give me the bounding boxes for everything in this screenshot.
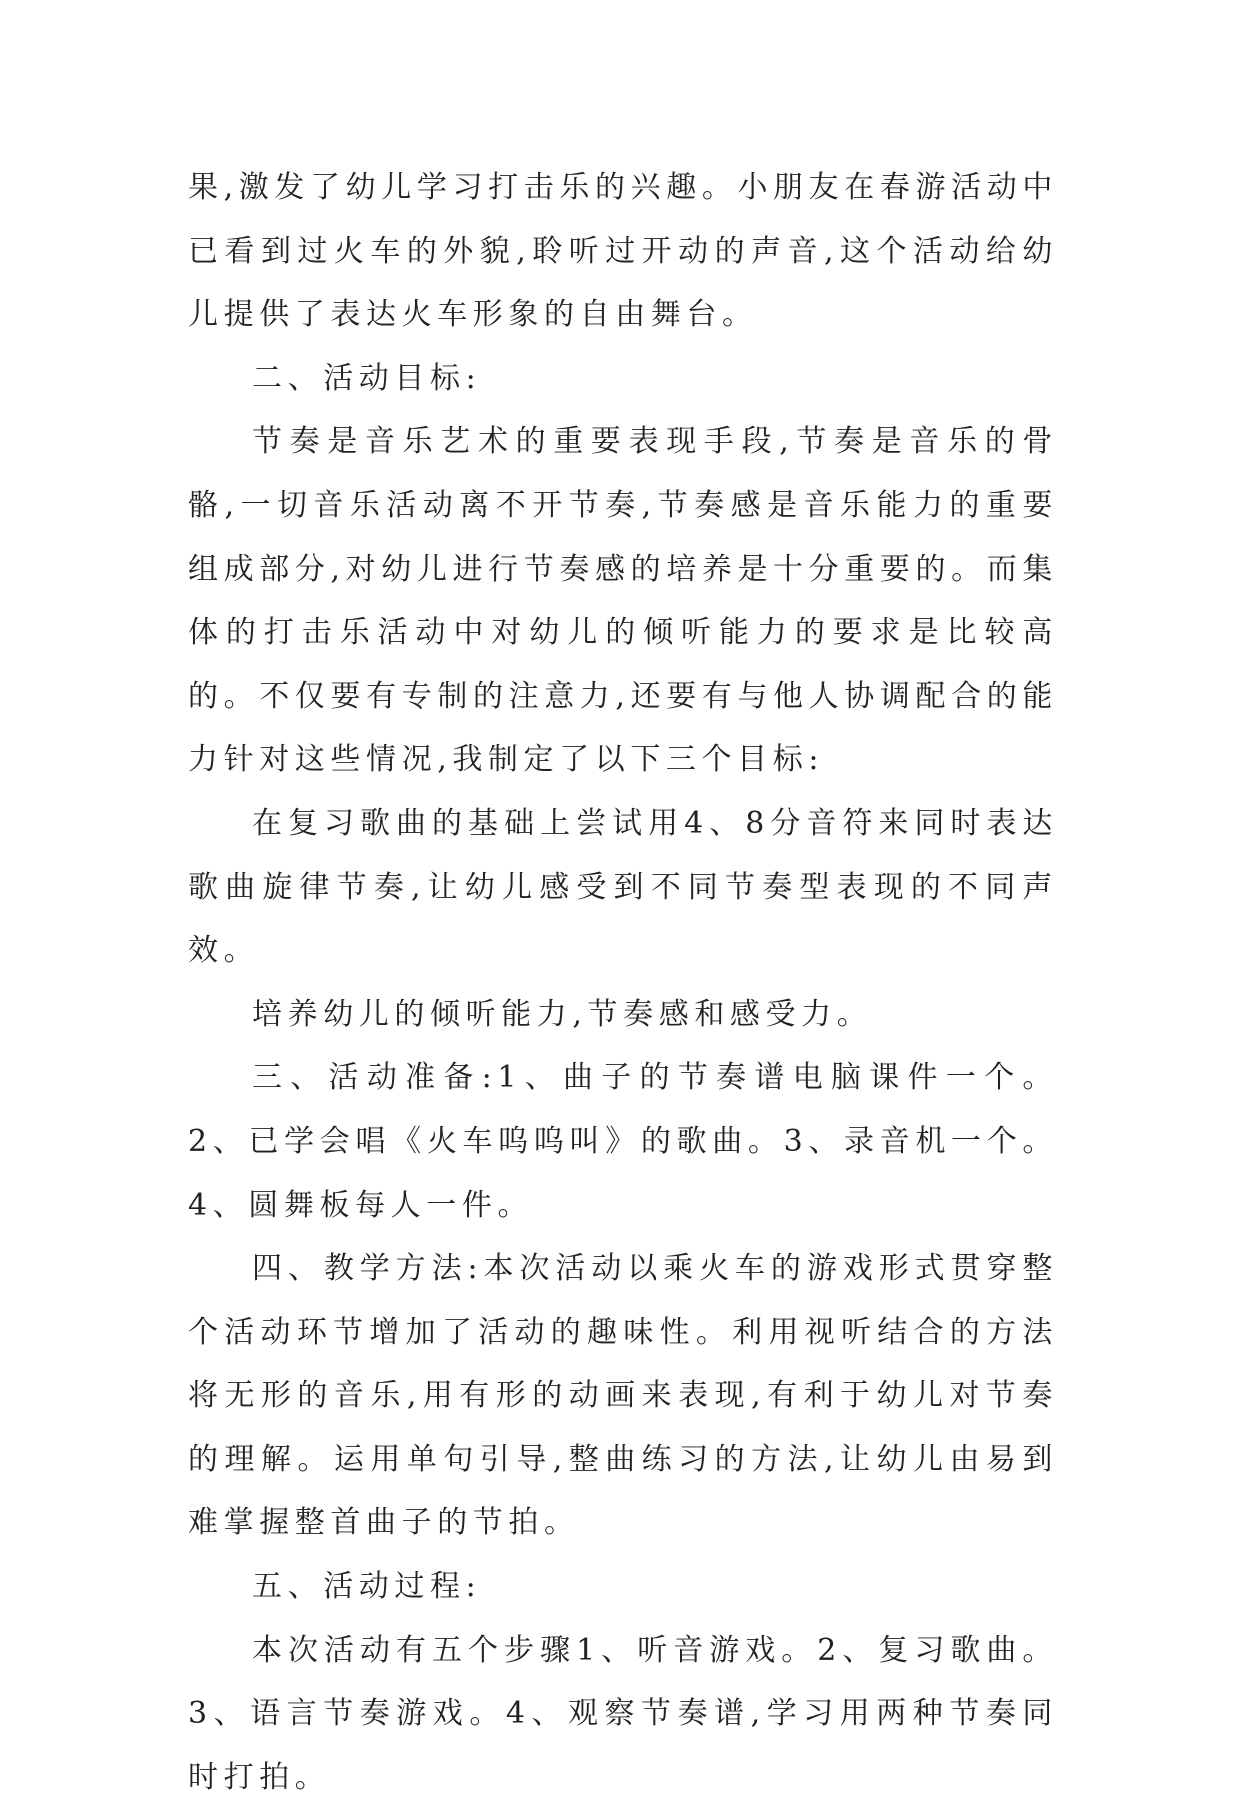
section-heading-activity-process: 五、活动过程:: [252, 1569, 482, 1605]
paragraph-activity-steps: 本次活动有五个步骤1、听音游戏。2、复习歌曲。3、语言节奏游戏。4、观察节奏谱,学习用两种节奏同时打拍。: [188, 1632, 1058, 1795]
section-activity-preparation: 三、活动准备:1、曲子的节奏谱电脑课件一个。2、已学会唱《火车呜呜叫》的歌曲。3、录音机一个。4、圆舞板每人一件。: [188, 1060, 1058, 1223]
document-body: [188, 156, 1058, 1809]
paragraph-rhythm-importance: 节奏是音乐艺术的重要表现手段,节奏是音乐的骨骼,一切音乐活动离不开节奏,节奏感是音乐能力的重要组成部分,对幼儿进行节奏感的培养是十分重要的。而集体的打击乐活动中对幼儿的倾听能力的要求是比较高的。不仅要有专制的注意力,还要有与他人协调配合的能力针对这些情况,我制定了以下三个目标:: [188, 424, 1058, 778]
section-heading-activity-goals: 二、活动目标:: [252, 360, 482, 396]
section-teaching-methods: 四、教学方法:本次活动以乘火车的游戏形式贯穿整个活动环节增加了活动的趣味性。利用视听结合的方法将无形的音乐,用有形的动画来表现,有利于幼儿对节奏的理解。运用单句引导,整曲练习的方法,让幼儿由易到难掌握整首曲子的节拍。: [188, 1251, 1058, 1541]
paragraph-continuation: 果,激发了幼儿学习打击乐的兴趣。小朋友在春游活动中已看到过火车的外貌,聆听过开动的声音,这个活动给幼儿提供了表达火车形象的自由舞台。: [188, 170, 1058, 333]
paragraph-goal-one: 在复习歌曲的基础上尝试用4、8分音符来同时表达歌曲旋律节奏,让幼儿感受到不同节奏型表现的不同声效。: [188, 805, 1058, 969]
paragraph-goal-two: 培养幼儿的倾听能力,节奏感和感受力。: [252, 996, 873, 1032]
